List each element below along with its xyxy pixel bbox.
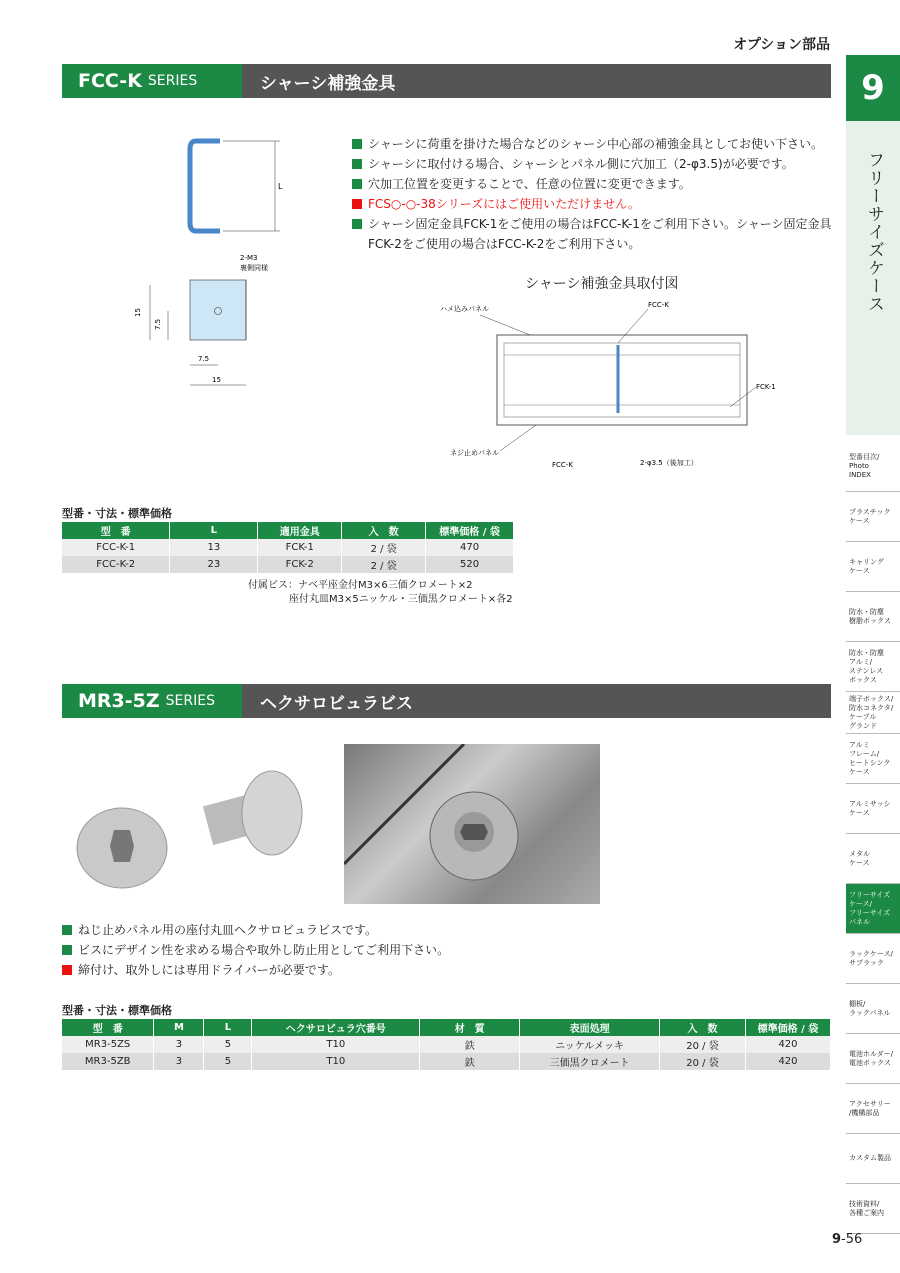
table-cell: 鉄 bbox=[420, 1036, 520, 1053]
table-cell: 470 bbox=[426, 539, 514, 556]
mounting-diagram bbox=[440, 295, 800, 475]
table-header: 表面処理 bbox=[520, 1019, 660, 1036]
mr3-spec-table bbox=[62, 1019, 831, 1070]
feature-item bbox=[352, 154, 832, 174]
table-cell: 20 / 袋 bbox=[660, 1036, 746, 1053]
feature-item bbox=[62, 960, 542, 980]
accessory-note-2: 座付丸皿M3×5ニッケル・三価黒クロメート×各2 bbox=[289, 594, 513, 605]
feature-text: FCS○-○-38シリーズにはご使用いただけません。 bbox=[368, 197, 640, 211]
page-number: 9-56 bbox=[832, 1232, 863, 1247]
bullet-square-icon bbox=[352, 199, 362, 209]
sidebar-item[interactable]: 型番目次/ Photo INDEX bbox=[846, 442, 900, 492]
table-cell: 5 bbox=[204, 1036, 252, 1053]
dim-15-h: 15 bbox=[212, 376, 221, 384]
accessory-note-1: 付属ビス：ナベ平座金付M3×6三価クロメート×2 bbox=[248, 580, 473, 591]
label-neji-panel: ネジ止めパネル bbox=[450, 449, 499, 457]
table-header: L bbox=[204, 1019, 252, 1036]
diagram-title: シャーシ補強金具取付図 bbox=[525, 276, 679, 292]
table-title-fcck: 型番・寸法・標準価格 bbox=[62, 507, 172, 520]
table-cell: MR3-5ZB bbox=[62, 1053, 154, 1070]
bullet-square-icon bbox=[352, 179, 362, 189]
table-cell: 鉄 bbox=[420, 1053, 520, 1070]
mounted-screw-image bbox=[344, 744, 600, 904]
feature-item bbox=[352, 214, 832, 254]
feature-text: シャーシ固定金具FCK-1をご使用の場合はFCC-K-1をご利用下さい。シャーシ固定金具FCK-2をご使用の場合はFCC-K-2をご利用下さい。 bbox=[368, 217, 832, 251]
series-code: MR3-5Z SERIES bbox=[62, 684, 242, 718]
chapter-title: フリーサイズケース bbox=[864, 151, 884, 313]
bullet-square-icon bbox=[62, 965, 72, 975]
table-cell: 23 bbox=[170, 556, 258, 573]
feature-item bbox=[352, 134, 832, 154]
table-header: 型 番 bbox=[62, 522, 170, 539]
sidebar-item[interactable]: アクセサリー /機構部品 bbox=[846, 1084, 900, 1134]
table-cell: FCC-K-1 bbox=[62, 539, 170, 556]
sidebar-item[interactable]: 防水・防塵 樹脂ボックス bbox=[846, 592, 900, 642]
sidebar-item[interactable]: アルミサッシ ケース bbox=[846, 784, 900, 834]
hole-note-label: 裏側同様 bbox=[240, 264, 268, 272]
feature-item bbox=[62, 920, 542, 940]
table-header: L bbox=[170, 522, 258, 539]
mr3-features bbox=[62, 920, 542, 980]
feature-text: ねじ止めパネル用の座付丸皿ヘクサロビュラビスです。 bbox=[78, 923, 378, 937]
feature-item bbox=[352, 194, 832, 214]
table-cell: ニッケルメッキ bbox=[520, 1036, 660, 1053]
table-cell: FCK-2 bbox=[258, 556, 342, 573]
bullet-square-icon bbox=[62, 945, 72, 955]
sidebar-item[interactable]: カスタム製品 bbox=[846, 1134, 900, 1184]
table-header: 材 質 bbox=[420, 1019, 520, 1036]
table-header: 入 数 bbox=[660, 1019, 746, 1036]
table-header: 入 数 bbox=[342, 522, 426, 539]
label-fcck-top: FCC-K bbox=[648, 301, 669, 309]
table-title-mr3: 型番・寸法・標準価格 bbox=[62, 1004, 172, 1017]
bullet-square-icon bbox=[352, 139, 362, 149]
sidebar-item[interactable]: 端子ボックス/ 防水コネクタ/ ケーブル グランド bbox=[846, 692, 900, 734]
label-hole-post: 2-φ3.5（後加工） bbox=[640, 459, 698, 467]
sidebar-item[interactable]: 技術資料/ 各種ご案内 bbox=[846, 1184, 900, 1234]
label-hame-panel: ハメ込みパネル bbox=[440, 305, 489, 313]
dim-l-label: L bbox=[278, 182, 283, 191]
table-cell: 20 / 袋 bbox=[660, 1053, 746, 1070]
label-fcck-bottom: FCC-K bbox=[552, 461, 573, 469]
section-header-mr3 bbox=[62, 684, 831, 718]
feature-text: シャーシに取付ける場合、シャーシとパネル側に穴加工（2-φ3.5)が必要です。 bbox=[368, 157, 794, 171]
table-cell: 三価黒クロメート bbox=[520, 1053, 660, 1070]
dim-75-h: 7.5 bbox=[198, 355, 210, 363]
sidebar-item[interactable]: 電池ホルダー/ 電池ボックス bbox=[846, 1034, 900, 1084]
table-cell: 420 bbox=[745, 1036, 830, 1053]
sidebar-item[interactable]: 防水・防塵 アルミ/ ステンレス ボックス bbox=[846, 642, 900, 692]
dim-75-v: 7.5 bbox=[154, 318, 162, 330]
table-row bbox=[62, 556, 514, 573]
table-cell: FCK-1 bbox=[258, 539, 342, 556]
table-cell: T10 bbox=[252, 1036, 420, 1053]
feature-text: ビスにデザイン性を求める場合や取外し防止用としてご利用下さい。 bbox=[78, 943, 450, 957]
table-cell: 3 bbox=[154, 1036, 204, 1053]
table-header: 標準価格 / 袋 bbox=[426, 522, 514, 539]
sidebar-item[interactable]: ラックケース/ サブラック bbox=[846, 934, 900, 984]
table-row bbox=[62, 1053, 831, 1070]
feature-text: 締付け、取外しには専用ドライバーが必要です。 bbox=[78, 963, 340, 977]
dim-15-v: 15 bbox=[134, 308, 142, 317]
fcck-features bbox=[352, 134, 832, 254]
feature-item bbox=[62, 940, 542, 960]
mounted-screw-photo bbox=[344, 744, 600, 904]
bracket-drawing bbox=[130, 125, 310, 405]
table-cell: 3 bbox=[154, 1053, 204, 1070]
page-category: オプション部品 bbox=[733, 37, 830, 53]
table-cell: 2 / 袋 bbox=[342, 539, 426, 556]
label-fck1: FCK-1 bbox=[756, 383, 776, 391]
table-cell: 420 bbox=[745, 1053, 830, 1070]
table-row bbox=[62, 1036, 831, 1053]
table-cell: 520 bbox=[426, 556, 514, 573]
sidebar-item[interactable]: キャリング ケース bbox=[846, 542, 900, 592]
feature-item bbox=[352, 174, 832, 194]
table-cell: 13 bbox=[170, 539, 258, 556]
series-code: FCC-K SERIES bbox=[62, 64, 242, 98]
table-header: M bbox=[154, 1019, 204, 1036]
feature-text: シャーシに荷重を掛けた場合などのシャーシ中心部の補強金具としてお使い下さい。 bbox=[368, 137, 824, 151]
sidebar-item[interactable]: アルミ フレーム/ ヒートシンク ケース bbox=[846, 734, 900, 784]
table-cell: 2 / 袋 bbox=[342, 556, 426, 573]
feature-text: 穴加工位置を変更することで、任意の位置に変更できます。 bbox=[368, 177, 691, 191]
section-title: シャーシ補強金具 bbox=[260, 73, 396, 94]
sidebar-item[interactable]: プラスチック ケース bbox=[846, 492, 900, 542]
table-header: 標準価格 / 袋 bbox=[745, 1019, 830, 1036]
sidebar-nav bbox=[846, 442, 900, 1234]
sidebar-item[interactable]: メタル ケース bbox=[846, 834, 900, 884]
screw-photo bbox=[62, 758, 330, 893]
table-header: 適用金具 bbox=[258, 522, 342, 539]
bullet-square-icon bbox=[62, 925, 72, 935]
section-title: ヘクサロビュラビス bbox=[260, 693, 413, 714]
chapter-number: 9 bbox=[846, 55, 900, 121]
table-row bbox=[62, 539, 514, 556]
sidebar-item[interactable]: フリーサイズ ケース/ フリーサイズ パネル bbox=[846, 884, 900, 934]
table-header: 型 番 bbox=[62, 1019, 154, 1036]
table-cell: 5 bbox=[204, 1053, 252, 1070]
bullet-square-icon bbox=[352, 159, 362, 169]
chapter-title-tab bbox=[846, 121, 900, 435]
table-header: ヘクサロビュラ穴番号 bbox=[252, 1019, 420, 1036]
table-cell: MR3-5ZS bbox=[62, 1036, 154, 1053]
fcck-spec-table bbox=[62, 522, 514, 573]
sidebar-item[interactable]: 棚板/ ラックパネル bbox=[846, 984, 900, 1034]
section-header-fcck bbox=[62, 64, 831, 98]
bullet-square-icon bbox=[352, 219, 362, 229]
hole-label: 2-M3 bbox=[240, 254, 258, 262]
table-cell: T10 bbox=[252, 1053, 420, 1070]
table-cell: FCC-K-2 bbox=[62, 556, 170, 573]
